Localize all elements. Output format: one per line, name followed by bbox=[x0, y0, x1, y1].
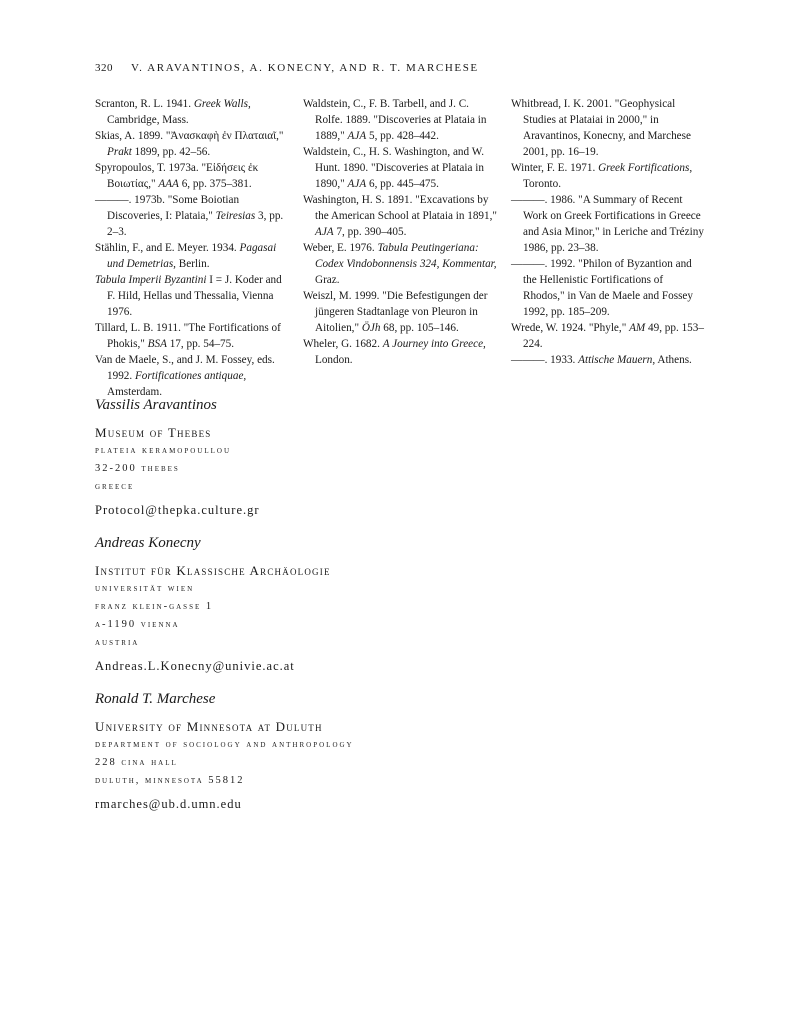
address-line: department of sociology and anthropology bbox=[95, 739, 354, 750]
reference-text: Washington, H. S. 1891. "Excavations by the American School at Plataia in 1891," bbox=[303, 194, 497, 222]
reference-text: Skias, A. 1899. "Ἀνασκαφὴ ἐν Πλαταιαῖ," bbox=[95, 130, 284, 142]
author-institution: Museum of Thebes bbox=[95, 425, 212, 440]
reference-title: AJA bbox=[347, 178, 367, 190]
reference-text: Tillard, L. B. 1911. "The Fortifications of Phokis," bbox=[95, 322, 281, 350]
address-line: austria bbox=[95, 637, 140, 648]
author-block-2 bbox=[95, 534, 595, 674]
reference-text: Stählin, F., and E. Meyer. 1934. bbox=[95, 242, 240, 254]
reference-text: 17, pp. 54–75. bbox=[166, 338, 235, 350]
author-block-3 bbox=[95, 690, 595, 812]
reference-text: Whitbread, I. K. 2001. "Geophysical Studies at Plataiai in 2000," in Aravantinos, Konecny, and Marchese 2001, pp. 16–19. bbox=[511, 98, 691, 158]
reference-text: Wrede, W. 1924. "Phyle," bbox=[511, 322, 630, 334]
author-institution: Institut für Klassische Archäologie bbox=[95, 563, 331, 578]
page-number: 320 bbox=[95, 62, 113, 74]
reference-entry bbox=[511, 256, 707, 320]
reference-entry bbox=[95, 192, 291, 240]
reference-text: 49, pp. 153–224. bbox=[523, 322, 704, 350]
reference-title: AJA bbox=[315, 226, 334, 238]
reference-entry bbox=[511, 352, 707, 368]
reference-entry bbox=[511, 192, 707, 256]
author-name: Vassilis Aravantinos bbox=[95, 397, 217, 413]
reference-entry bbox=[303, 96, 499, 144]
reference-title: BSA bbox=[147, 338, 167, 350]
reference-title: A Journey into Greece, bbox=[382, 338, 486, 350]
reference-text: Winter, F. E. 1971. bbox=[511, 162, 599, 174]
address-line: franz klein-gasse 1 bbox=[95, 601, 214, 612]
reference-text: Weiszl, M. 1999. "Die Befestigungen der jüngeren Stadtanlage von Pleuron in Aitolien," bbox=[303, 290, 488, 334]
reference-text: Cambridge, Mass. bbox=[107, 114, 189, 126]
reference-title: ÖJh bbox=[361, 322, 381, 334]
reference-title: Greek Fortifications, bbox=[598, 162, 693, 174]
reference-text: Amsterdam. bbox=[107, 386, 162, 398]
bibliography-column-2 bbox=[303, 96, 499, 400]
bibliography-column-3 bbox=[511, 96, 707, 400]
reference-text: Scranton, R. L. 1941. bbox=[95, 98, 194, 110]
reference-text: Athens. bbox=[655, 354, 692, 366]
running-header bbox=[95, 62, 715, 74]
author-email: Andreas.L.Konecny@univie.ac.at bbox=[95, 659, 295, 673]
reference-text: Berlin. bbox=[175, 258, 210, 270]
author-email: Protocol@thepka.culture.gr bbox=[95, 503, 260, 517]
reference-text: ———. 1933. bbox=[511, 354, 579, 366]
reference-entry bbox=[95, 320, 291, 352]
reference-text: Spyropoulos, T. 1973a. "Εἰδήσεις ἐκ Βοιωτίας," bbox=[95, 162, 259, 190]
address-line: 32-200 thebes bbox=[95, 463, 180, 474]
reference-text: Graz. bbox=[315, 274, 340, 286]
reference-entry bbox=[95, 272, 291, 320]
reference-text: ———. 1992. "Philon of Byzantion and the Hellenistic Fortifications of Rhodos," in Van de Maele and Fossey 1992, pp. 185–209. bbox=[511, 258, 693, 318]
address-line: greece bbox=[95, 481, 135, 492]
reference-title: AJA bbox=[347, 130, 367, 142]
reference-entry bbox=[511, 320, 707, 352]
bibliography bbox=[95, 96, 707, 400]
reference-entry bbox=[95, 240, 291, 272]
reference-text: I = J. Koder and F. Hild, Hellas und Thessalia, Vienna 1976. bbox=[107, 274, 282, 318]
address-line: plateia keramopoullou bbox=[95, 445, 232, 456]
reference-title: AM bbox=[629, 322, 646, 334]
reference-entry bbox=[303, 192, 499, 240]
author-email: rmarches@ub.d.umn.edu bbox=[95, 797, 242, 811]
reference-text: ———. 1973b. "Some Boiotian Discoveries, I: Plataia," bbox=[95, 194, 240, 222]
reference-text: London. bbox=[315, 354, 353, 366]
reference-text: Weber, E. 1976. bbox=[303, 242, 378, 254]
reference-text: 6, pp. 375–381. bbox=[178, 178, 252, 190]
reference-title: Pagasai und Demetrias, bbox=[107, 242, 277, 270]
author-name: Ronald T. Marchese bbox=[95, 691, 216, 707]
author-institution: University of Minnesota at Duluth bbox=[95, 719, 323, 734]
reference-title: Fortificationes antiquae, bbox=[134, 370, 247, 382]
reference-text: Waldstein, C., H. S. Washington, and W. Hunt. 1890. "Discoveries at Plataia in 1890," bbox=[303, 146, 485, 190]
reference-text: Toronto. bbox=[523, 178, 562, 190]
reference-entry bbox=[95, 128, 291, 160]
reference-entry bbox=[511, 160, 707, 192]
author-name: Andreas Konecny bbox=[95, 535, 201, 551]
reference-entry bbox=[95, 160, 291, 192]
reference-entry bbox=[303, 336, 499, 368]
reference-title: Greek Walls, bbox=[193, 98, 251, 110]
bibliography-column-1 bbox=[95, 96, 291, 400]
reference-text: Wheler, G. 1682. bbox=[303, 338, 383, 350]
reference-text: ———. 1986. "A Summary of Recent Work on Greek Fortifications in Greece and Asia Minor," in Leriche and Tréziny 1986, pp. 23–38. bbox=[511, 194, 704, 254]
reference-text: 7, pp. 390–405. bbox=[333, 226, 407, 238]
reference-text: 1899, pp. 42–56. bbox=[131, 146, 211, 158]
author-block-1 bbox=[95, 396, 595, 518]
reference-text: 3, pp. 2–3. bbox=[107, 210, 284, 238]
reference-entry bbox=[303, 288, 499, 336]
reference-text: 68, pp. 105–146. bbox=[380, 322, 459, 334]
reference-text: Waldstein, C., F. B. Tarbell, and J. C. Rolfe. 1889. "Discoveries at Plataia in 1889," bbox=[303, 98, 487, 142]
reference-title: Tabula Imperii Byzantini bbox=[95, 274, 207, 286]
reference-entry bbox=[303, 144, 499, 192]
reference-entry bbox=[511, 96, 707, 160]
address-line: duluth, minnesota 55812 bbox=[95, 775, 245, 786]
reference-title: Attische Mauern, bbox=[578, 354, 656, 366]
reference-title: AAA bbox=[158, 178, 179, 190]
reference-text: 5, pp. 428–442. bbox=[366, 130, 439, 142]
running-title: V. ARAVANTINOS, A. KONECNY, AND R. T. MARCHESE bbox=[131, 62, 479, 74]
reference-title: Prakt bbox=[107, 146, 132, 158]
address-line: universität wien bbox=[95, 583, 195, 594]
address-line: 228 cina hall bbox=[95, 757, 178, 768]
reference-entry bbox=[95, 96, 291, 128]
reference-text: 6, pp. 445–475. bbox=[366, 178, 439, 190]
reference-entry bbox=[303, 240, 499, 288]
reference-title: Teiresias bbox=[215, 210, 256, 222]
reference-entry bbox=[95, 352, 291, 400]
address-line: a-1190 vienna bbox=[95, 619, 180, 630]
reference-title: Tabula Peutingeriana: Codex Vindobonnensis 324, Kommentar, bbox=[315, 242, 497, 270]
reference-text: Van de Maele, S., and J. M. Fossey, eds. 1992. bbox=[95, 354, 275, 382]
